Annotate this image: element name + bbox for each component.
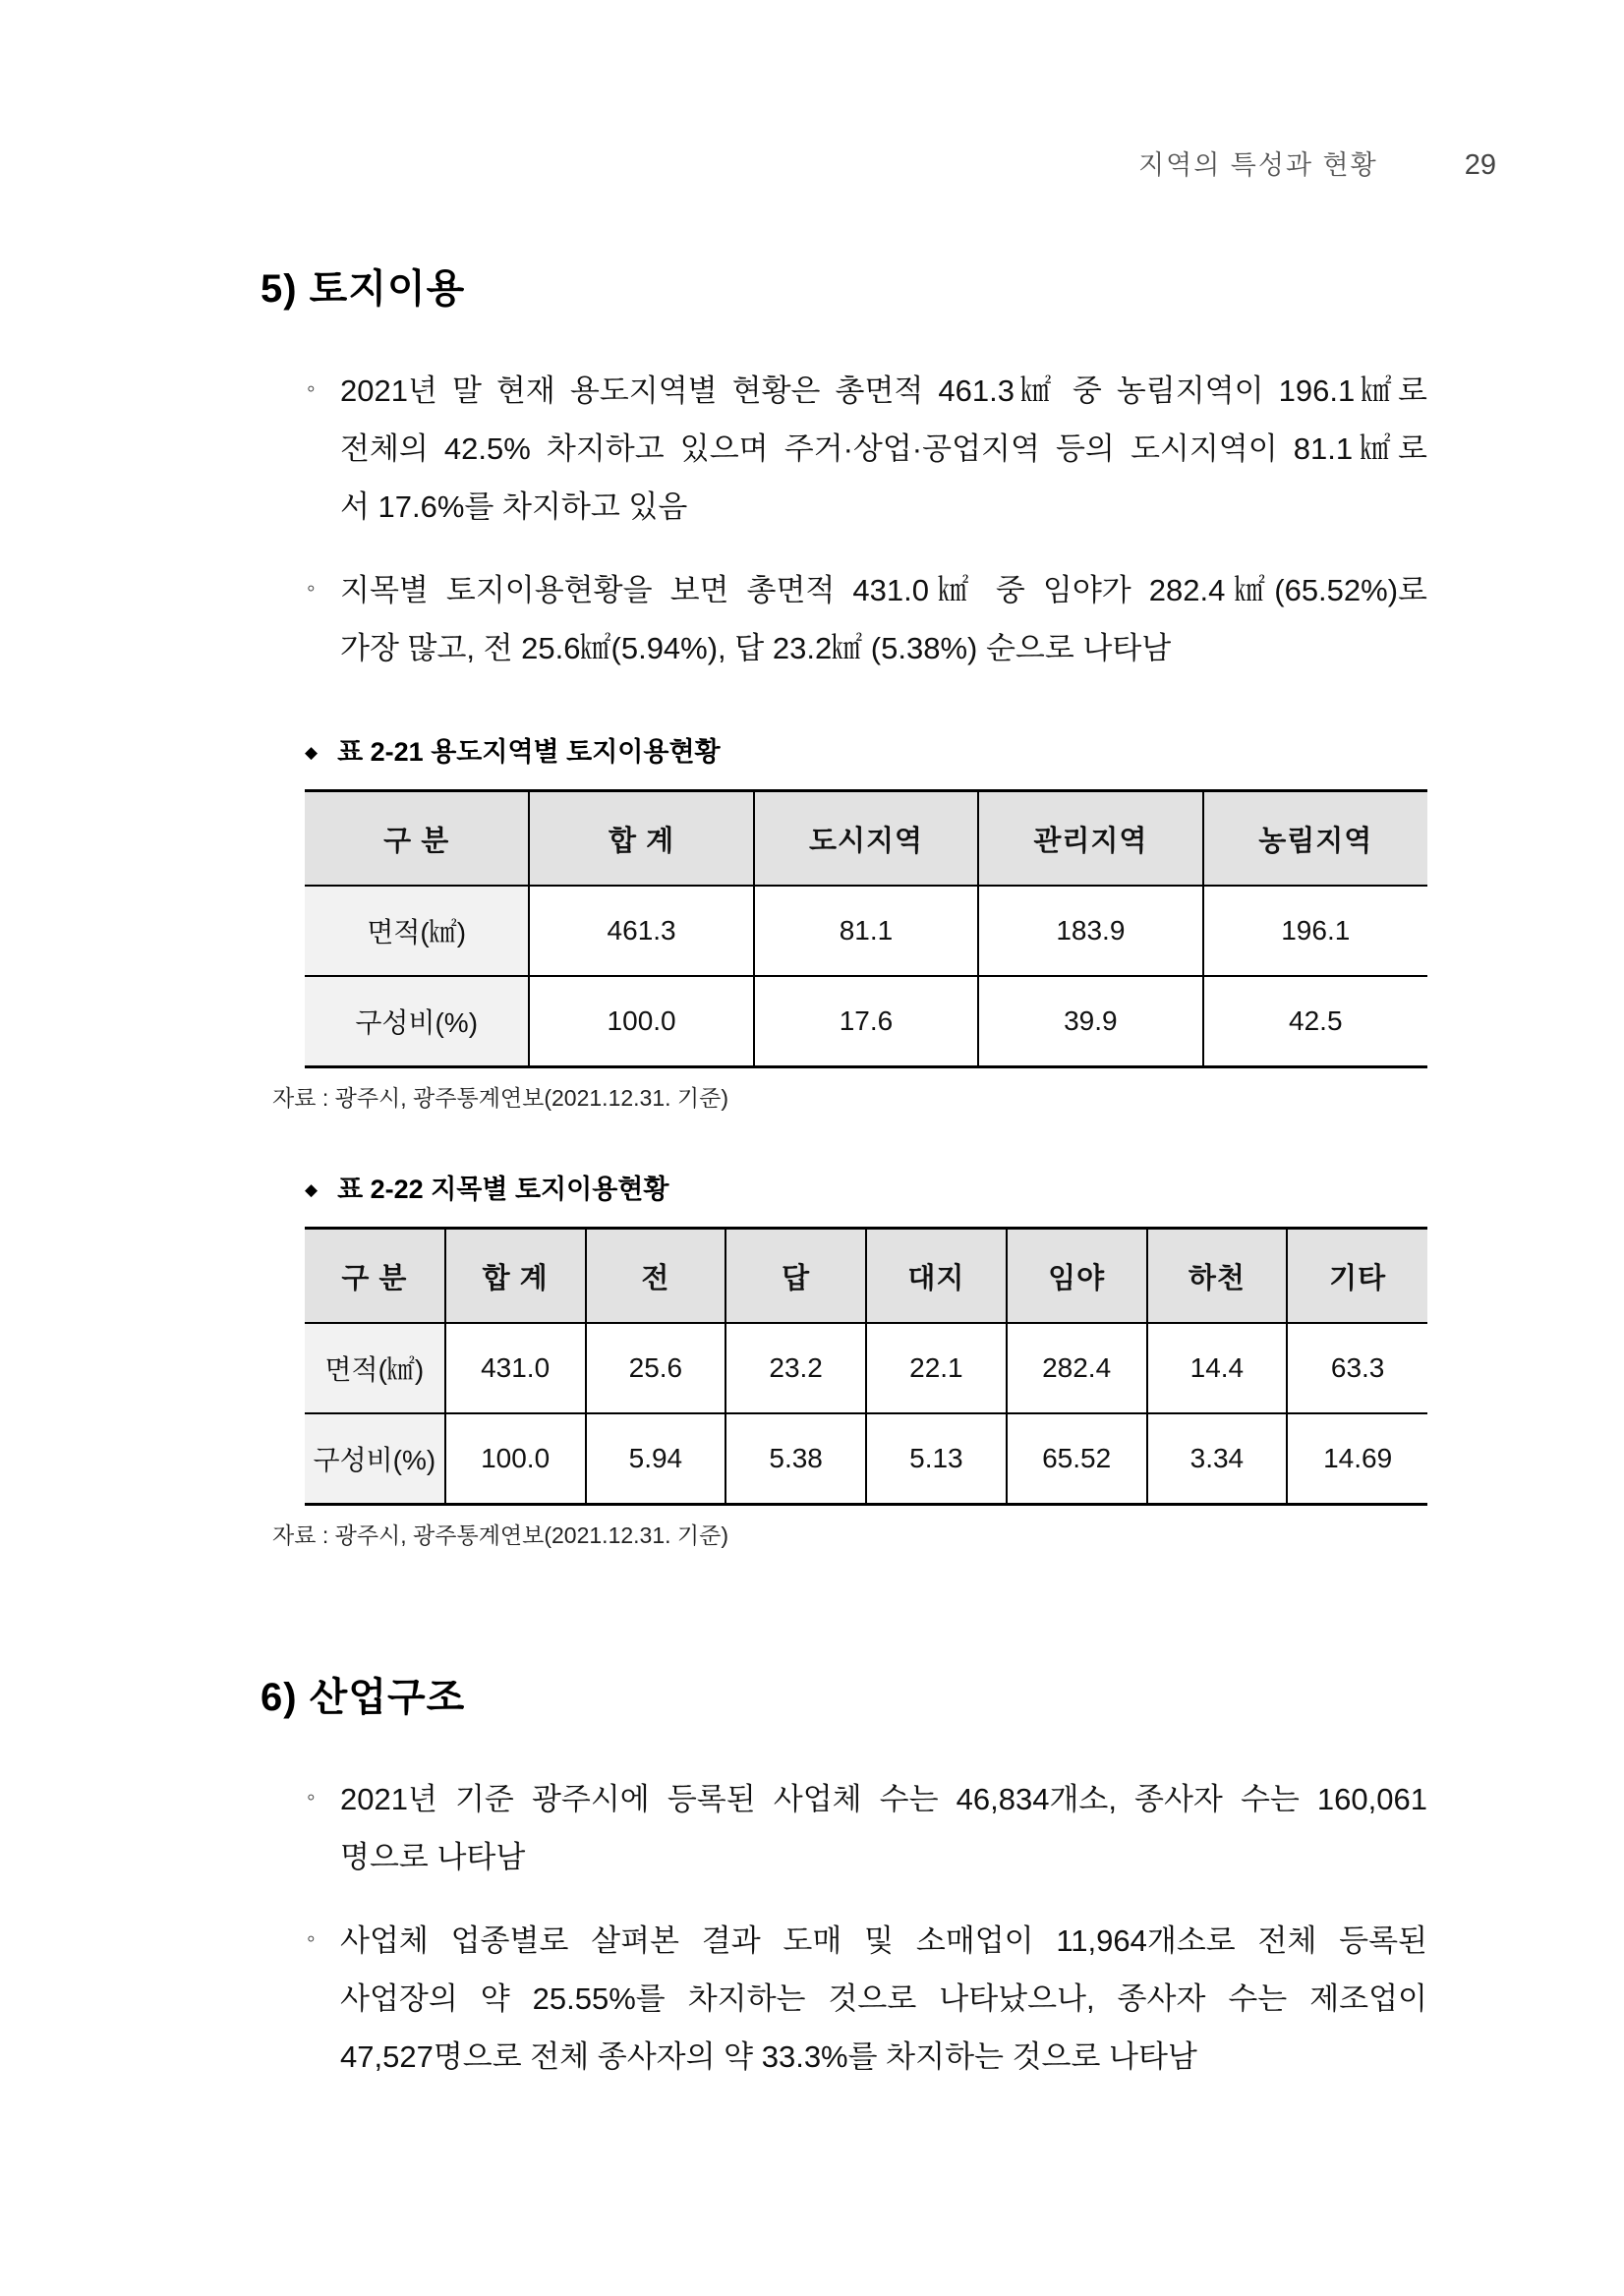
table-cell: 100.0 bbox=[445, 1413, 586, 1505]
paragraph bbox=[305, 561, 1427, 677]
circle-bullet-icon: ◦ bbox=[307, 375, 316, 402]
table-cell: 63.3 bbox=[1287, 1323, 1427, 1413]
diamond-bullet-icon: ◆ bbox=[305, 1180, 319, 1199]
column-header: 합 계 bbox=[529, 791, 753, 887]
column-header: 구 분 bbox=[305, 791, 529, 887]
body-line: 가장 많고, 전 25.6㎢(5.94%), 답 23.2㎢ (5.38%) 순으로 나타남 bbox=[340, 631, 1172, 665]
section-heading-6: 6) 산업구조 bbox=[261, 1676, 466, 1719]
running-header-title: 지역의 특성과 현황 bbox=[1138, 150, 1378, 180]
table-cell: 461.3 bbox=[529, 886, 753, 976]
column-header: 임야 bbox=[1007, 1229, 1147, 1324]
table-cell: 65.52 bbox=[1007, 1413, 1147, 1505]
body-line: 47,527명으로 전체 종사자의 약 33.3%를 차지하는 것으로 나타남 bbox=[340, 2039, 1197, 2074]
table-caption-text: 표 2-21 용도지역별 토지이용현황 bbox=[337, 737, 721, 767]
page-content bbox=[261, 263, 1427, 2086]
table-cell: 282.4 bbox=[1007, 1323, 1147, 1413]
body-line: 전체의 42.5% 차지하고 있으며 주거·상업·공업지역 등의 도시지역이 81.1㎢로 bbox=[340, 431, 1427, 466]
table-cell: 22.1 bbox=[866, 1323, 1007, 1413]
table-cell: 183.9 bbox=[978, 886, 1202, 976]
column-header: 농림지역 bbox=[1203, 791, 1427, 887]
row-label: 면적(㎢) bbox=[305, 886, 529, 976]
paragraph bbox=[305, 362, 1427, 536]
page-number: 29 bbox=[1464, 149, 1496, 181]
paragraph bbox=[305, 1912, 1427, 2086]
table-caption-text: 표 2-22 지목별 토지이용현황 bbox=[337, 1175, 669, 1204]
body-line: 서 17.6%를 차지하고 있음 bbox=[340, 489, 688, 524]
table-header-row bbox=[305, 1229, 1427, 1324]
paragraph bbox=[305, 1770, 1427, 1886]
table-cell: 5.38 bbox=[725, 1413, 866, 1505]
section-heading-5: 5) 토지이용 bbox=[261, 267, 466, 311]
table-row bbox=[305, 976, 1427, 1067]
table-source-note: 자료 : 광주시, 광주통계연보(2021.12.31. 기준) bbox=[272, 1085, 728, 1111]
table-cell: 42.5 bbox=[1203, 976, 1427, 1067]
body-line: 2021년 말 현재 용도지역별 현황은 총면적 461.3㎢ 중 농림지역이 196.1㎢로 bbox=[340, 373, 1427, 408]
circle-bullet-icon: ◦ bbox=[307, 575, 316, 602]
table-cell: 25.6 bbox=[586, 1323, 726, 1413]
column-header: 관리지역 bbox=[978, 791, 1202, 887]
column-header: 도시지역 bbox=[754, 791, 978, 887]
land-use-by-category-table bbox=[305, 1227, 1427, 1506]
table-cell: 3.34 bbox=[1147, 1413, 1288, 1505]
row-label: 면적(㎢) bbox=[305, 1323, 445, 1413]
table-source-note: 자료 : 광주시, 광주통계연보(2021.12.31. 기준) bbox=[272, 1522, 728, 1548]
table-cell: 17.6 bbox=[754, 976, 978, 1067]
row-label: 구성비(%) bbox=[305, 1413, 445, 1505]
table-cell: 39.9 bbox=[978, 976, 1202, 1067]
diamond-bullet-icon: ◆ bbox=[305, 743, 319, 762]
column-header: 구 분 bbox=[305, 1229, 445, 1324]
table-cell: 5.13 bbox=[866, 1413, 1007, 1505]
table-cell: 81.1 bbox=[754, 886, 978, 976]
body-line: 명으로 나타남 bbox=[340, 1840, 526, 1874]
table-cell: 196.1 bbox=[1203, 886, 1427, 976]
body-line: 사업체 업종별로 살펴본 결과 도매 및 소매업이 11,964개소로 전체 등록된 bbox=[340, 1923, 1427, 1958]
table-cell: 14.4 bbox=[1147, 1323, 1288, 1413]
column-header: 하천 bbox=[1147, 1229, 1288, 1324]
column-header: 답 bbox=[725, 1229, 866, 1324]
circle-bullet-icon: ◦ bbox=[307, 1784, 316, 1810]
body-line: 2021년 기준 광주시에 등록된 사업체 수는 46,834개소, 종사자 수는 160,061 bbox=[340, 1782, 1427, 1816]
table-caption bbox=[305, 1170, 1427, 1210]
column-header: 합 계 bbox=[445, 1229, 586, 1324]
column-header: 기타 bbox=[1287, 1229, 1427, 1324]
running-header bbox=[0, 144, 1496, 182]
body-line: 사업장의 약 25.55%를 차지하는 것으로 나타났으나, 종사자 수는 제조업이 bbox=[340, 1981, 1427, 2016]
table-header-row bbox=[305, 791, 1427, 887]
table-cell: 23.2 bbox=[725, 1323, 866, 1413]
circle-bullet-icon: ◦ bbox=[307, 1925, 316, 1952]
table-cell: 5.94 bbox=[586, 1413, 726, 1505]
table-cell: 100.0 bbox=[529, 976, 753, 1067]
column-header: 대지 bbox=[866, 1229, 1007, 1324]
column-header: 전 bbox=[586, 1229, 726, 1324]
table-row bbox=[305, 1323, 1427, 1413]
table-row bbox=[305, 1413, 1427, 1505]
table-cell: 14.69 bbox=[1287, 1413, 1427, 1505]
table-cell: 431.0 bbox=[445, 1323, 586, 1413]
row-label: 구성비(%) bbox=[305, 976, 529, 1067]
land-use-by-zone-table bbox=[305, 789, 1427, 1068]
table-caption bbox=[305, 732, 1427, 773]
body-line: 지목별 토지이용현황을 보면 총면적 431.0㎢ 중 임야가 282.4㎢(65.52%)로 bbox=[340, 573, 1427, 607]
table-row bbox=[305, 886, 1427, 976]
